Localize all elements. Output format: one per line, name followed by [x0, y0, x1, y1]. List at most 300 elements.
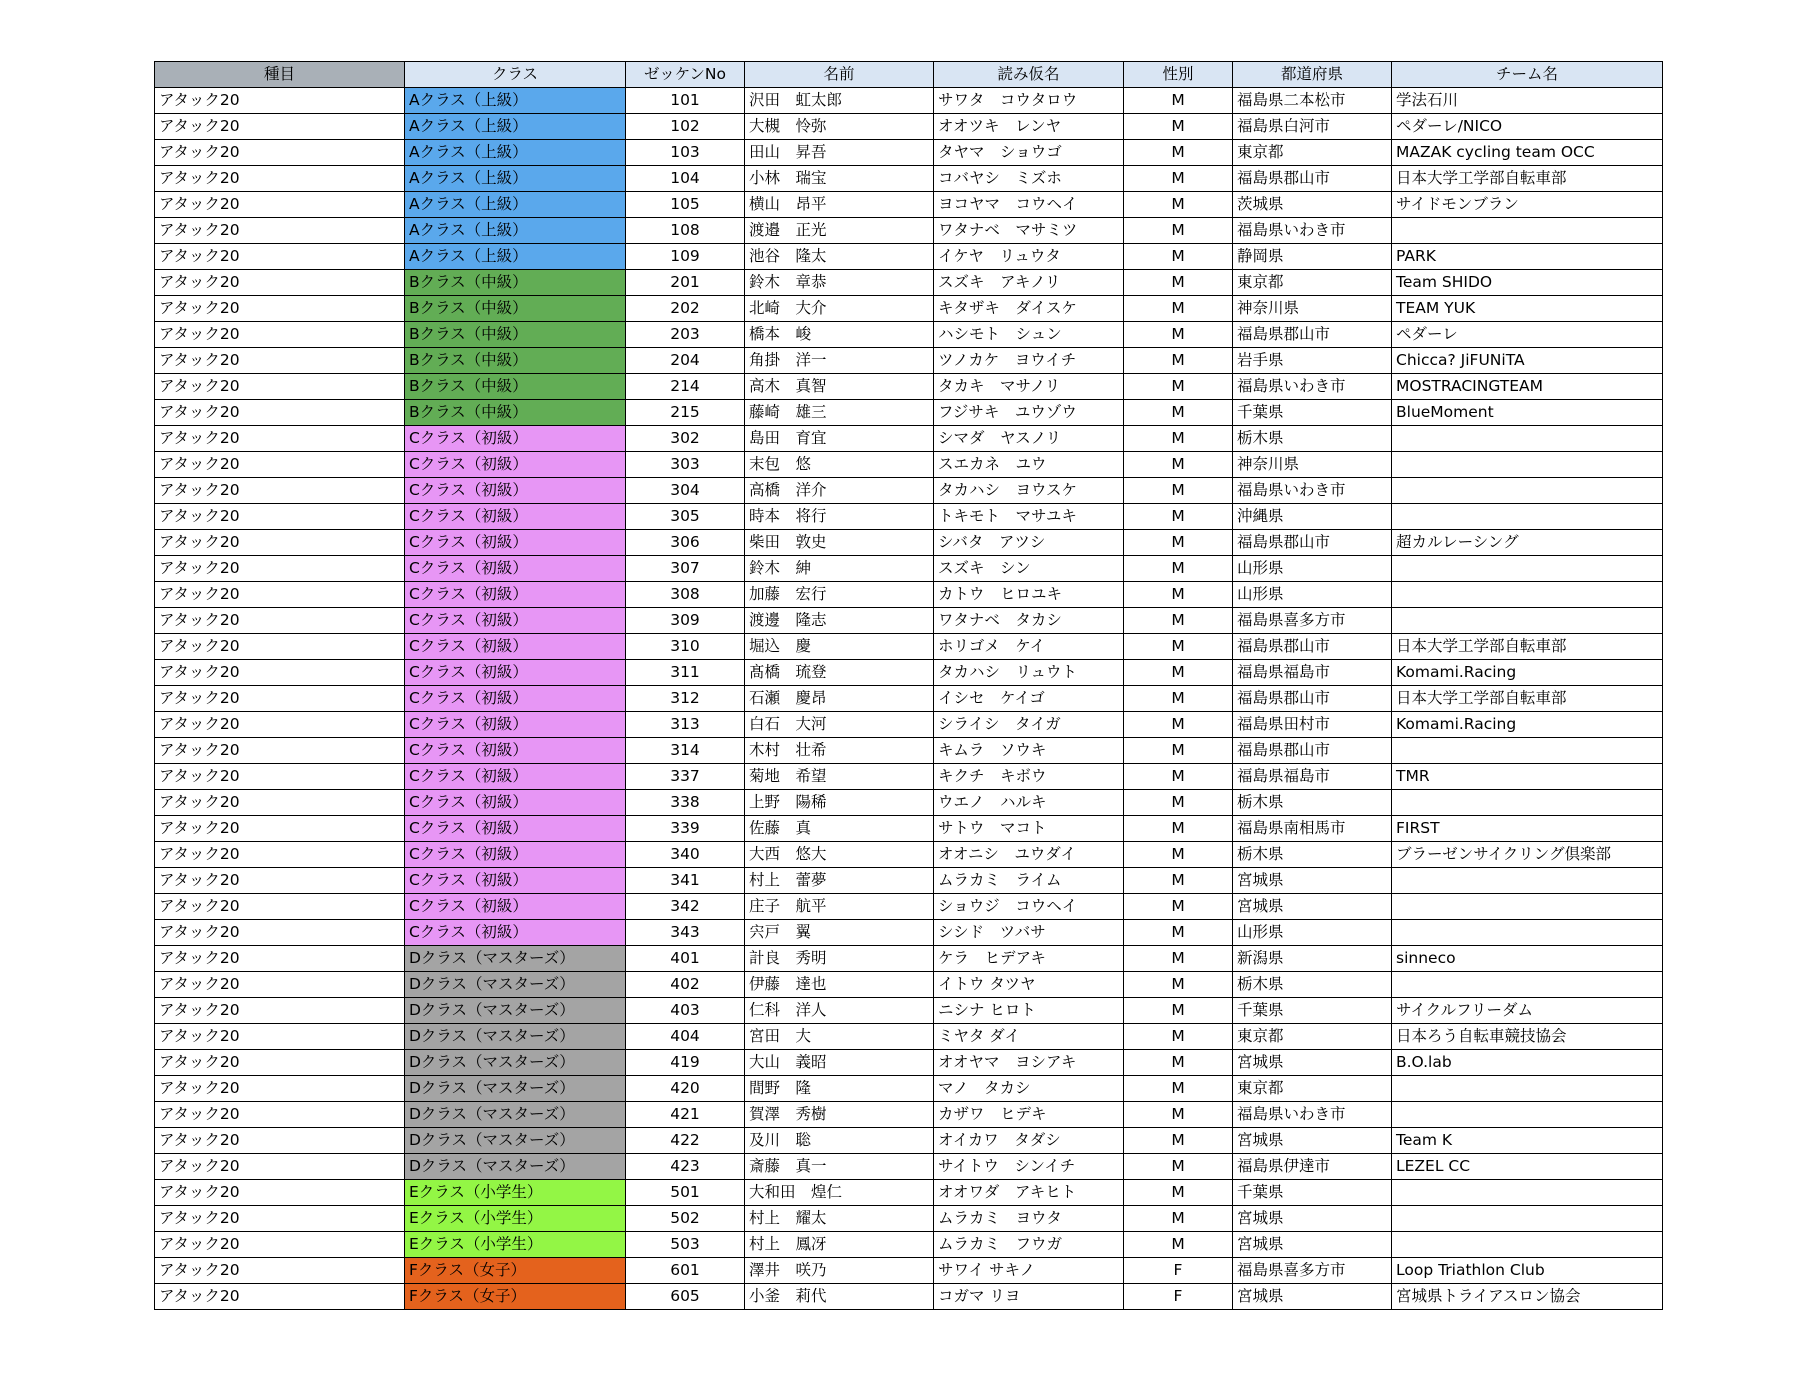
kana-cell: キムラ ソウキ — [934, 738, 1124, 764]
class-cell: Dクラス（マスターズ） — [405, 1076, 626, 1102]
bib-no-cell: 312 — [626, 686, 745, 712]
bib-no-cell: 421 — [626, 1102, 745, 1128]
team-cell: MAZAK cycling team OCC — [1392, 140, 1663, 166]
prefecture-cell: 宮城県 — [1233, 1232, 1392, 1258]
kana-cell: ワタナベ タカシ — [934, 608, 1124, 634]
table-row — [155, 400, 1663, 426]
prefecture-cell: 山形県 — [1233, 582, 1392, 608]
sex-cell: M — [1124, 946, 1233, 972]
event-cell: アタック20 — [155, 582, 405, 608]
prefecture-cell: 栃木県 — [1233, 790, 1392, 816]
bib-no-cell: 342 — [626, 894, 745, 920]
name-cell: 渡邉 正光 — [745, 218, 934, 244]
header-row — [155, 62, 1663, 88]
class-cell: Bクラス（中級） — [405, 270, 626, 296]
prefecture-cell: 宮城県 — [1233, 1284, 1392, 1310]
table-row — [155, 556, 1663, 582]
name-cell: 佐藤 真 — [745, 816, 934, 842]
name-cell: 北崎 大介 — [745, 296, 934, 322]
name-cell: 渡邊 隆志 — [745, 608, 934, 634]
kana-cell: ミヤタ ダイ — [934, 1024, 1124, 1050]
sex-cell: M — [1124, 218, 1233, 244]
name-cell: 高橋 洋介 — [745, 478, 934, 504]
bib-no-cell: 422 — [626, 1128, 745, 1154]
bib-no-cell: 311 — [626, 660, 745, 686]
table-row — [155, 608, 1663, 634]
kana-cell: サトウ マコト — [934, 816, 1124, 842]
class-cell: Cクラス（初級） — [405, 712, 626, 738]
kana-cell: オオワダ アキヒト — [934, 1180, 1124, 1206]
kana-cell: タヤマ ショウゴ — [934, 140, 1124, 166]
class-cell: Cクラス（初級） — [405, 738, 626, 764]
name-cell: 伊藤 達也 — [745, 972, 934, 998]
class-cell: Dクラス（マスターズ） — [405, 972, 626, 998]
name-cell: 島田 育宜 — [745, 426, 934, 452]
team-cell — [1392, 426, 1663, 452]
sex-cell: M — [1124, 504, 1233, 530]
table-row — [155, 1050, 1663, 1076]
bib-no-cell: 307 — [626, 556, 745, 582]
table-row — [155, 504, 1663, 530]
table-row — [155, 218, 1663, 244]
table-row — [155, 894, 1663, 920]
event-cell: アタック20 — [155, 842, 405, 868]
team-cell: サイドモンブラン — [1392, 192, 1663, 218]
name-cell: 計良 秀明 — [745, 946, 934, 972]
class-cell: Dクラス（マスターズ） — [405, 1102, 626, 1128]
table-row — [155, 1128, 1663, 1154]
event-cell: アタック20 — [155, 686, 405, 712]
prefecture-cell: 東京都 — [1233, 140, 1392, 166]
kana-cell: ヨコヤマ コウヘイ — [934, 192, 1124, 218]
team-cell — [1392, 608, 1663, 634]
team-cell — [1392, 556, 1663, 582]
name-cell: 宮田 大 — [745, 1024, 934, 1050]
event-cell: アタック20 — [155, 790, 405, 816]
header-sex: 性別 — [1124, 62, 1233, 88]
prefecture-cell: 栃木県 — [1233, 972, 1392, 998]
team-cell — [1392, 790, 1663, 816]
team-cell: TMR — [1392, 764, 1663, 790]
bib-no-cell: 343 — [626, 920, 745, 946]
team-cell: 日本大学工学部自転車部 — [1392, 166, 1663, 192]
sex-cell: M — [1124, 686, 1233, 712]
bib-no-cell: 605 — [626, 1284, 745, 1310]
team-cell — [1392, 1206, 1663, 1232]
bib-no-cell: 314 — [626, 738, 745, 764]
class-cell: Eクラス（小学生） — [405, 1180, 626, 1206]
prefecture-cell: 福島県南相馬市 — [1233, 816, 1392, 842]
bib-no-cell: 501 — [626, 1180, 745, 1206]
event-cell: アタック20 — [155, 868, 405, 894]
team-cell: Team SHIDO — [1392, 270, 1663, 296]
table-row — [155, 452, 1663, 478]
table-row — [155, 868, 1663, 894]
table-row — [155, 114, 1663, 140]
kana-cell: ムラカミ ヨウタ — [934, 1206, 1124, 1232]
sex-cell: M — [1124, 1154, 1233, 1180]
kana-cell: サワタ コウタロウ — [934, 88, 1124, 114]
name-cell: 斎藤 真一 — [745, 1154, 934, 1180]
table-row — [155, 1180, 1663, 1206]
team-cell: 超カルレーシング — [1392, 530, 1663, 556]
prefecture-cell: 福島県白河市 — [1233, 114, 1392, 140]
sex-cell: M — [1124, 426, 1233, 452]
event-cell: アタック20 — [155, 1258, 405, 1284]
kana-cell: ムラカミ フウガ — [934, 1232, 1124, 1258]
name-cell: 末包 悠 — [745, 452, 934, 478]
name-cell: 賀澤 秀樹 — [745, 1102, 934, 1128]
class-cell: Aクラス（上級） — [405, 114, 626, 140]
table-row — [155, 478, 1663, 504]
prefecture-cell: 静岡県 — [1233, 244, 1392, 270]
kana-cell: オオヤマ ヨシアキ — [934, 1050, 1124, 1076]
table-row — [155, 322, 1663, 348]
kana-cell: イシセ ケイゴ — [934, 686, 1124, 712]
kana-cell: ケラ ヒデアキ — [934, 946, 1124, 972]
sex-cell: M — [1124, 920, 1233, 946]
table-row — [155, 1154, 1663, 1180]
bib-no-cell: 340 — [626, 842, 745, 868]
class-cell: Cクラス（初級） — [405, 686, 626, 712]
name-cell: 木村 壮希 — [745, 738, 934, 764]
event-cell: アタック20 — [155, 1102, 405, 1128]
event-cell: アタック20 — [155, 270, 405, 296]
prefecture-cell: 神奈川県 — [1233, 452, 1392, 478]
table-row — [155, 1024, 1663, 1050]
bib-no-cell: 420 — [626, 1076, 745, 1102]
name-cell: 大槻 怜弥 — [745, 114, 934, 140]
table-row — [155, 348, 1663, 374]
class-cell: Fクラス（女子） — [405, 1284, 626, 1310]
class-cell: Cクラス（初級） — [405, 764, 626, 790]
prefecture-cell: 福島県郡山市 — [1233, 530, 1392, 556]
prefecture-cell: 福島県喜多方市 — [1233, 608, 1392, 634]
class-cell: Dクラス（マスターズ） — [405, 1154, 626, 1180]
bib-no-cell: 308 — [626, 582, 745, 608]
prefecture-cell: 宮城県 — [1233, 1050, 1392, 1076]
team-cell — [1392, 478, 1663, 504]
prefecture-cell: 岩手県 — [1233, 348, 1392, 374]
table-row — [155, 192, 1663, 218]
entry-list-table — [154, 61, 1663, 1310]
class-cell: Cクラス（初級） — [405, 868, 626, 894]
kana-cell: ハシモト シュン — [934, 322, 1124, 348]
bib-no-cell: 310 — [626, 634, 745, 660]
team-cell: PARK — [1392, 244, 1663, 270]
prefecture-cell: 千葉県 — [1233, 400, 1392, 426]
class-cell: Cクラス（初級） — [405, 478, 626, 504]
name-cell: 田山 昇吾 — [745, 140, 934, 166]
event-cell: アタック20 — [155, 1024, 405, 1050]
class-cell: Cクラス（初級） — [405, 894, 626, 920]
class-cell: Aクラス（上級） — [405, 244, 626, 270]
event-cell: アタック20 — [155, 114, 405, 140]
bib-no-cell: 201 — [626, 270, 745, 296]
sex-cell: M — [1124, 114, 1233, 140]
class-cell: Cクラス（初級） — [405, 608, 626, 634]
sex-cell: M — [1124, 608, 1233, 634]
event-cell: アタック20 — [155, 348, 405, 374]
kana-cell: カザワ ヒデキ — [934, 1102, 1124, 1128]
team-cell — [1392, 920, 1663, 946]
team-cell: Team K — [1392, 1128, 1663, 1154]
table-row — [155, 686, 1663, 712]
name-cell: 大西 悠大 — [745, 842, 934, 868]
team-cell: Loop Triathlon Club — [1392, 1258, 1663, 1284]
event-cell: アタック20 — [155, 738, 405, 764]
prefecture-cell: 山形県 — [1233, 556, 1392, 582]
name-cell: 鈴木 紳 — [745, 556, 934, 582]
sex-cell: F — [1124, 1284, 1233, 1310]
sex-cell: M — [1124, 478, 1233, 504]
class-cell: Cクラス（初級） — [405, 920, 626, 946]
team-cell: BlueMoment — [1392, 400, 1663, 426]
bib-no-cell: 341 — [626, 868, 745, 894]
header-team: チーム名 — [1392, 62, 1663, 88]
table-row — [155, 244, 1663, 270]
kana-cell: スズキ アキノリ — [934, 270, 1124, 296]
prefecture-cell: 福島県いわき市 — [1233, 478, 1392, 504]
sex-cell: M — [1124, 270, 1233, 296]
kana-cell: コバヤシ ミズホ — [934, 166, 1124, 192]
sex-cell: M — [1124, 530, 1233, 556]
sex-cell: M — [1124, 348, 1233, 374]
bib-no-cell: 305 — [626, 504, 745, 530]
class-cell: Bクラス（中級） — [405, 322, 626, 348]
class-cell: Cクラス（初級） — [405, 556, 626, 582]
name-cell: 及川 聡 — [745, 1128, 934, 1154]
team-cell: 学法石川 — [1392, 88, 1663, 114]
sex-cell: M — [1124, 712, 1233, 738]
class-cell: Aクラス（上級） — [405, 218, 626, 244]
sex-cell: M — [1124, 400, 1233, 426]
sex-cell: M — [1124, 972, 1233, 998]
event-cell: アタック20 — [155, 452, 405, 478]
prefecture-cell: 栃木県 — [1233, 842, 1392, 868]
sex-cell: M — [1124, 582, 1233, 608]
prefecture-cell: 福島県喜多方市 — [1233, 1258, 1392, 1284]
sex-cell: M — [1124, 322, 1233, 348]
event-cell: アタック20 — [155, 816, 405, 842]
team-cell — [1392, 894, 1663, 920]
prefecture-cell: 福島県福島市 — [1233, 764, 1392, 790]
team-cell — [1392, 1180, 1663, 1206]
name-cell: 高木 真智 — [745, 374, 934, 400]
sex-cell: M — [1124, 1102, 1233, 1128]
bib-no-cell: 203 — [626, 322, 745, 348]
kana-cell: フジサキ ユウゾウ — [934, 400, 1124, 426]
prefecture-cell: 福島県郡山市 — [1233, 322, 1392, 348]
prefecture-cell: 栃木県 — [1233, 426, 1392, 452]
kana-cell: スエカネ ユウ — [934, 452, 1124, 478]
class-cell: Cクラス（初級） — [405, 452, 626, 478]
table-row — [155, 426, 1663, 452]
team-cell: sinneco — [1392, 946, 1663, 972]
class-cell: Cクラス（初級） — [405, 504, 626, 530]
bib-no-cell: 402 — [626, 972, 745, 998]
table-row — [155, 582, 1663, 608]
team-cell — [1392, 218, 1663, 244]
name-cell: 時本 将行 — [745, 504, 934, 530]
event-cell: アタック20 — [155, 478, 405, 504]
bib-no-cell: 502 — [626, 1206, 745, 1232]
name-cell: 髙橋 琉登 — [745, 660, 934, 686]
prefecture-cell: 宮城県 — [1233, 1128, 1392, 1154]
event-cell: アタック20 — [155, 556, 405, 582]
name-cell: 村上 蕾夢 — [745, 868, 934, 894]
class-cell: Cクラス（初級） — [405, 634, 626, 660]
class-cell: Eクラス（小学生） — [405, 1206, 626, 1232]
bib-no-cell: 215 — [626, 400, 745, 426]
table-row — [155, 374, 1663, 400]
sex-cell: M — [1124, 998, 1233, 1024]
event-cell: アタック20 — [155, 140, 405, 166]
class-cell: Cクラス（初級） — [405, 816, 626, 842]
class-cell: Dクラス（マスターズ） — [405, 1050, 626, 1076]
kana-cell: イトウ タツヤ — [934, 972, 1124, 998]
kana-cell: シマダ ヤスノリ — [934, 426, 1124, 452]
table-row — [155, 790, 1663, 816]
bib-no-cell: 102 — [626, 114, 745, 140]
event-cell: アタック20 — [155, 1050, 405, 1076]
name-cell: 白石 大河 — [745, 712, 934, 738]
class-cell: Bクラス（中級） — [405, 400, 626, 426]
prefecture-cell: 福島県伊達市 — [1233, 1154, 1392, 1180]
bib-no-cell: 303 — [626, 452, 745, 478]
kana-cell: シシド ツバサ — [934, 920, 1124, 946]
name-cell: 藤崎 雄三 — [745, 400, 934, 426]
prefecture-cell: 福島県郡山市 — [1233, 634, 1392, 660]
name-cell: 角掛 洋一 — [745, 348, 934, 374]
kana-cell: ツノカケ ヨウイチ — [934, 348, 1124, 374]
kana-cell: イケヤ リュウタ — [934, 244, 1124, 270]
event-cell: アタック20 — [155, 192, 405, 218]
table-row — [155, 1284, 1663, 1310]
name-cell: 庄子 航平 — [745, 894, 934, 920]
table-row — [155, 920, 1663, 946]
event-cell: アタック20 — [155, 660, 405, 686]
table-row — [155, 166, 1663, 192]
name-cell: 小釜 莉代 — [745, 1284, 934, 1310]
team-cell — [1392, 1102, 1663, 1128]
team-cell: Komami.Racing — [1392, 712, 1663, 738]
event-cell: アタック20 — [155, 920, 405, 946]
class-cell: Cクラス（初級） — [405, 582, 626, 608]
sex-cell: M — [1124, 166, 1233, 192]
name-cell: 加藤 宏行 — [745, 582, 934, 608]
prefecture-cell: 東京都 — [1233, 1024, 1392, 1050]
prefecture-cell: 福島県郡山市 — [1233, 166, 1392, 192]
table-row — [155, 270, 1663, 296]
sex-cell: M — [1124, 88, 1233, 114]
team-cell: FIRST — [1392, 816, 1663, 842]
event-cell: アタック20 — [155, 972, 405, 998]
team-cell: サイクルフリーダム — [1392, 998, 1663, 1024]
name-cell: 間野 隆 — [745, 1076, 934, 1102]
name-cell: 石瀬 慶昂 — [745, 686, 934, 712]
table-row — [155, 712, 1663, 738]
prefecture-cell: 宮城県 — [1233, 1206, 1392, 1232]
event-cell: アタック20 — [155, 400, 405, 426]
sex-cell: M — [1124, 634, 1233, 660]
kana-cell: コガマ リヨ — [934, 1284, 1124, 1310]
event-cell: アタック20 — [155, 88, 405, 114]
event-cell: アタック20 — [155, 166, 405, 192]
event-cell: アタック20 — [155, 634, 405, 660]
name-cell: 池谷 隆太 — [745, 244, 934, 270]
kana-cell: マノ タカシ — [934, 1076, 1124, 1102]
sex-cell: M — [1124, 660, 1233, 686]
table-row — [155, 88, 1663, 114]
sex-cell: M — [1124, 140, 1233, 166]
kana-cell: ワタナベ マサミツ — [934, 218, 1124, 244]
sex-cell: M — [1124, 1128, 1233, 1154]
name-cell: 沢田 虹太郎 — [745, 88, 934, 114]
name-cell: 小林 瑞宝 — [745, 166, 934, 192]
prefecture-cell: 千葉県 — [1233, 1180, 1392, 1206]
kana-cell: オイカワ タダシ — [934, 1128, 1124, 1154]
bib-no-cell: 337 — [626, 764, 745, 790]
event-cell: アタック20 — [155, 1154, 405, 1180]
event-cell: アタック20 — [155, 504, 405, 530]
kana-cell: カトウ ヒロユキ — [934, 582, 1124, 608]
class-cell: Dクラス（マスターズ） — [405, 1024, 626, 1050]
class-cell: Cクラス（初級） — [405, 842, 626, 868]
sex-cell: M — [1124, 296, 1233, 322]
table-row — [155, 1076, 1663, 1102]
event-cell: アタック20 — [155, 712, 405, 738]
prefecture-cell: 東京都 — [1233, 270, 1392, 296]
bib-no-cell: 109 — [626, 244, 745, 270]
bib-no-cell: 403 — [626, 998, 745, 1024]
prefecture-cell: 福島県いわき市 — [1233, 1102, 1392, 1128]
name-cell: 菊地 希望 — [745, 764, 934, 790]
bib-no-cell: 204 — [626, 348, 745, 374]
class-cell: Dクラス（マスターズ） — [405, 946, 626, 972]
class-cell: Aクラス（上級） — [405, 88, 626, 114]
prefecture-cell: 福島県二本松市 — [1233, 88, 1392, 114]
class-cell: Bクラス（中級） — [405, 374, 626, 400]
team-cell: ペダーレ/NICO — [1392, 114, 1663, 140]
sex-cell: M — [1124, 374, 1233, 400]
name-cell: 鈴木 章恭 — [745, 270, 934, 296]
event-cell: アタック20 — [155, 218, 405, 244]
sex-cell: M — [1124, 1076, 1233, 1102]
header-bib-no: ゼッケンNo — [626, 62, 745, 88]
header-class: クラス — [405, 62, 626, 88]
class-cell: Bクラス（中級） — [405, 296, 626, 322]
kana-cell: トキモト マサユキ — [934, 504, 1124, 530]
bib-no-cell: 302 — [626, 426, 745, 452]
team-cell: 日本大学工学部自転車部 — [1392, 686, 1663, 712]
event-cell: アタック20 — [155, 1180, 405, 1206]
kana-cell: ムラカミ ライム — [934, 868, 1124, 894]
name-cell: 澤井 咲乃 — [745, 1258, 934, 1284]
sex-cell: M — [1124, 452, 1233, 478]
kana-cell: ショウジ コウヘイ — [934, 894, 1124, 920]
event-cell: アタック20 — [155, 946, 405, 972]
bib-no-cell: 313 — [626, 712, 745, 738]
sex-cell: M — [1124, 244, 1233, 270]
class-cell: Dクラス（マスターズ） — [405, 998, 626, 1024]
class-cell: Fクラス（女子） — [405, 1258, 626, 1284]
name-cell: 仁科 洋人 — [745, 998, 934, 1024]
bib-no-cell: 404 — [626, 1024, 745, 1050]
bib-no-cell: 304 — [626, 478, 745, 504]
kana-cell: サワイ サキノ — [934, 1258, 1124, 1284]
team-cell — [1392, 582, 1663, 608]
